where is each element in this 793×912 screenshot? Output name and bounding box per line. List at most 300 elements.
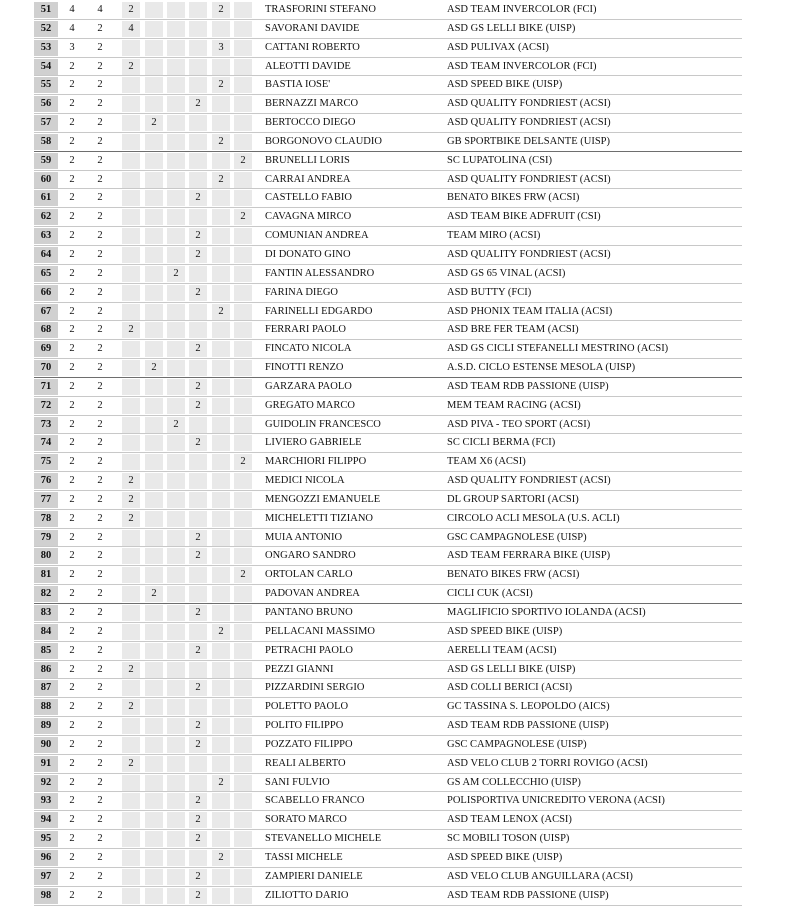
race-points-cell: [234, 96, 252, 112]
race-points-cell: [145, 756, 163, 772]
total-points: 2: [69, 531, 75, 543]
race-points-cell: [167, 869, 185, 885]
rider-name: ONGARO SANDRO: [265, 550, 356, 562]
race-points-cell: 3: [212, 40, 230, 56]
rider-name: BRUNELLI LORIS: [265, 154, 350, 166]
team-name: TEAM X6 (ACSI): [447, 456, 526, 468]
rank-position: 57: [34, 115, 58, 131]
team-name: POLISPORTIVA UNICREDITO VERONA (ACSI): [447, 795, 665, 807]
rider-name: FANTIN ALESSANDRO: [265, 267, 375, 279]
race-points-cell: [234, 228, 252, 244]
race-points-cell: 2: [167, 417, 185, 433]
table-row: [34, 717, 742, 736]
race-points-cell: 2: [122, 2, 140, 18]
race-points-cell: [167, 699, 185, 715]
race-points-cell: [122, 605, 140, 621]
race-points-cell: [122, 417, 140, 433]
race-points-cell: [145, 304, 163, 320]
race-points-cell: [189, 266, 207, 282]
race-points-cell: [212, 435, 230, 451]
rider-name: FINCATO NICOLA: [265, 343, 352, 355]
race-points-cell: [145, 473, 163, 489]
rider-name: FINOTTI RENZO: [265, 362, 344, 374]
race-points-cell: [145, 812, 163, 828]
team-name: GC TASSINA S. LEOPOLDO (AICS): [447, 701, 610, 713]
race-points-cell: [234, 888, 252, 904]
race-points-cell: 2: [167, 266, 185, 282]
race-points-cell: [145, 153, 163, 169]
rider-name: FERRARI PAOLO: [265, 324, 347, 336]
team-name: ASD BRE FER TEAM (ACSI): [447, 324, 579, 336]
total-points: 2: [69, 493, 75, 505]
race-points-cell: [145, 398, 163, 414]
table-row: [34, 661, 742, 680]
team-name: BENATO BIKES FRW (ACSI): [447, 569, 580, 581]
race-points-cell: [212, 398, 230, 414]
team-name: ASD GS 65 VINAL (ACSI): [447, 267, 566, 279]
table-row: [34, 397, 742, 416]
team-name: MAGLIFICIO SPORTIVO IOLANDA (ACSI): [447, 607, 646, 618]
total-points: 2: [69, 644, 75, 656]
race-points-cell: [212, 605, 230, 621]
race-points-cell: 2: [189, 530, 207, 546]
table-row: [34, 830, 742, 849]
races-count: 2: [97, 211, 103, 223]
rider-name: PADOVAN ANDREA: [265, 588, 360, 600]
rank-position: 52: [34, 21, 58, 37]
rider-name: ZAMPIERI DANIELE: [265, 870, 363, 882]
race-points-cell: [234, 775, 252, 791]
rank-position: 80: [34, 548, 58, 564]
race-points-cell: [189, 209, 207, 225]
race-points-cell: [234, 869, 252, 885]
team-name: A.S.D. CICLO ESTENSE MESOLA (UISP): [447, 362, 636, 374]
race-points-cell: [212, 417, 230, 433]
race-points-cell: [234, 322, 252, 338]
race-points-cell: [212, 247, 230, 263]
total-points: 2: [69, 814, 75, 826]
team-name: ASD COLLI BERICI (ACSI): [447, 682, 573, 694]
rank-position: 69: [34, 341, 58, 357]
race-points-cell: [122, 567, 140, 583]
rank-position: 54: [34, 59, 58, 75]
table-row: [34, 58, 742, 77]
race-points-cell: [212, 793, 230, 809]
rider-name: REALI ALBERTO: [265, 757, 346, 769]
total-points: 2: [69, 79, 75, 91]
total-points: 2: [69, 720, 75, 732]
table-row: [34, 265, 742, 284]
race-points-cell: [167, 341, 185, 357]
race-points-cell: [212, 285, 230, 301]
team-name: CIRCOLO ACLI MESOLA (U.S. ACLI): [447, 512, 620, 524]
race-points-cell: 2: [145, 115, 163, 131]
race-points-cell: [145, 831, 163, 847]
race-points-cell: [122, 737, 140, 753]
total-points: 2: [69, 625, 75, 637]
rider-name: CARRAI ANDREA: [265, 173, 351, 185]
race-points-cell: [145, 40, 163, 56]
race-points-cell: [122, 96, 140, 112]
race-points-cell: [145, 737, 163, 753]
rank-position: 51: [34, 2, 58, 18]
team-name: ASD QUALITY FONDRIEST (ACSI): [447, 475, 611, 487]
race-points-cell: [122, 586, 140, 602]
race-points-cell: [122, 624, 140, 640]
race-points-cell: [212, 341, 230, 357]
total-points: 2: [69, 682, 75, 694]
team-name: ASD QUALITY FONDRIEST (ACSI): [447, 248, 611, 260]
race-points-cell: 2: [189, 247, 207, 263]
race-points-cell: 2: [122, 492, 140, 508]
rider-name: BORGONOVO CLAUDIO: [265, 135, 382, 147]
team-name: BENATO BIKES FRW (ACSI): [447, 192, 580, 204]
race-points-cell: [122, 153, 140, 169]
race-points-cell: [122, 812, 140, 828]
race-points-cell: 2: [189, 435, 207, 451]
total-points: 2: [69, 418, 75, 430]
races-count: 2: [97, 192, 103, 204]
rider-name: MARCHIORI FILIPPO: [265, 456, 367, 468]
total-points: 2: [69, 362, 75, 374]
race-points-cell: [234, 398, 252, 414]
race-points-cell: [212, 567, 230, 583]
races-count: 4: [97, 4, 103, 15]
table-row: [34, 453, 742, 472]
race-points-cell: [234, 793, 252, 809]
team-name: ASD GS LELLI BIKE (UISP): [447, 663, 576, 675]
races-count: 2: [97, 248, 103, 260]
team-name: ASD TEAM BIKE ADFRUIT (CSI): [447, 211, 601, 223]
races-count: 2: [97, 362, 103, 374]
race-points-cell: [145, 775, 163, 791]
race-points-cell: [167, 190, 185, 206]
table-row: [34, 416, 742, 435]
race-points-cell: [189, 40, 207, 56]
race-points-cell: [234, 285, 252, 301]
table-row: [34, 623, 742, 642]
race-points-cell: [145, 417, 163, 433]
races-count: 2: [97, 720, 103, 732]
race-points-cell: [212, 737, 230, 753]
race-points-cell: [167, 888, 185, 904]
race-points-cell: 2: [189, 228, 207, 244]
races-count: 2: [97, 79, 103, 91]
race-points-cell: [145, 21, 163, 37]
race-points-cell: 2: [122, 756, 140, 772]
table-row: [34, 679, 742, 698]
race-points-cell: 2: [212, 172, 230, 188]
races-count: 2: [97, 550, 103, 562]
rider-name: TRASFORINI STEFANO: [265, 4, 376, 15]
total-points: 4: [69, 4, 75, 15]
race-points-cell: [189, 662, 207, 678]
rider-name: PELLACANI MASSIMO: [265, 625, 375, 637]
race-points-cell: 2: [122, 699, 140, 715]
rank-position: 71: [34, 379, 58, 395]
race-points-cell: [145, 247, 163, 263]
race-points-cell: [234, 548, 252, 564]
rider-name: PIZZARDINI SERGIO: [265, 682, 365, 694]
race-points-cell: [145, 59, 163, 75]
race-points-cell: [234, 680, 252, 696]
table-row: [34, 434, 742, 453]
race-points-cell: [234, 718, 252, 734]
races-count: 2: [97, 98, 103, 110]
race-points-cell: [122, 247, 140, 263]
total-points: 2: [69, 60, 75, 72]
race-points-cell: [145, 888, 163, 904]
race-points-cell: [167, 624, 185, 640]
rider-name: ORTOLAN CARLO: [265, 569, 353, 581]
race-points-cell: [167, 586, 185, 602]
table-row: [34, 755, 742, 774]
race-points-cell: 2: [122, 511, 140, 527]
table-row: [34, 774, 742, 793]
race-points-cell: [234, 40, 252, 56]
rank-position: 76: [34, 473, 58, 489]
rider-name: PETRACHI PAOLO: [265, 644, 353, 656]
race-points-cell: [212, 209, 230, 225]
table-row: [34, 887, 742, 906]
race-points-cell: [145, 869, 163, 885]
team-name: ASD PHONIX TEAM ITALIA (ACSI): [447, 305, 613, 317]
race-points-cell: [122, 304, 140, 320]
team-name: GB SPORTBIKE DELSANTE (UISP): [447, 135, 611, 147]
table-row: [34, 792, 742, 811]
races-count: 2: [97, 644, 103, 656]
rider-name: FARINELLI EDGARDO: [265, 305, 373, 317]
race-points-cell: [145, 624, 163, 640]
race-points-cell: [167, 756, 185, 772]
race-points-cell: [234, 530, 252, 546]
total-points: 2: [69, 343, 75, 355]
race-points-cell: [122, 228, 140, 244]
race-points-cell: [167, 812, 185, 828]
race-points-cell: [167, 662, 185, 678]
races-count: 2: [97, 757, 103, 769]
rider-name: ALEOTTI DAVIDE: [265, 60, 351, 72]
race-points-cell: [212, 115, 230, 131]
race-points-cell: [212, 812, 230, 828]
races-count: 2: [97, 343, 103, 355]
total-points: 2: [69, 248, 75, 260]
race-points-cell: [234, 379, 252, 395]
team-name: ASD QUALITY FONDRIEST (ACSI): [447, 173, 611, 185]
race-points-cell: [234, 59, 252, 75]
total-points: 2: [69, 173, 75, 185]
races-count: 2: [97, 399, 103, 411]
total-points: 2: [69, 475, 75, 487]
table-row: [34, 171, 742, 190]
race-points-cell: [122, 209, 140, 225]
rank-position: 62: [34, 209, 58, 225]
total-points: 2: [69, 154, 75, 166]
race-points-cell: [234, 134, 252, 150]
race-points-cell: [212, 360, 230, 376]
race-points-cell: 2: [212, 304, 230, 320]
race-points-cell: [234, 304, 252, 320]
total-points: 2: [69, 286, 75, 298]
race-points-cell: [189, 304, 207, 320]
race-points-cell: 2: [212, 2, 230, 18]
team-name: SC LUPATOLINA (CSI): [447, 154, 553, 166]
rank-position: 74: [34, 435, 58, 451]
total-points: 2: [69, 211, 75, 223]
race-points-cell: [145, 77, 163, 93]
rider-name: MICHELETTI TIZIANO: [265, 512, 373, 524]
race-points-cell: [145, 699, 163, 715]
race-points-cell: [122, 172, 140, 188]
race-points-cell: [212, 59, 230, 75]
rank-position: 88: [34, 699, 58, 715]
race-points-cell: [234, 2, 252, 18]
rider-name: CATTANI ROBERTO: [265, 41, 360, 53]
total-points: 2: [69, 833, 75, 845]
races-count: 2: [97, 663, 103, 675]
total-points: 2: [69, 588, 75, 600]
rider-name: DI DONATO GINO: [265, 248, 351, 260]
table-row: [34, 472, 742, 491]
race-points-cell: [212, 511, 230, 527]
race-points-cell: [145, 341, 163, 357]
race-points-cell: 2: [234, 153, 252, 169]
total-points: 2: [69, 324, 75, 336]
race-points-cell: [145, 379, 163, 395]
rider-name: LIVIERO GABRIELE: [265, 437, 362, 449]
race-points-cell: [167, 831, 185, 847]
team-name: ASD BUTTY (FCI): [447, 286, 532, 298]
race-points-cell: 2: [234, 454, 252, 470]
race-points-cell: [167, 322, 185, 338]
race-points-cell: [212, 454, 230, 470]
rank-position: 75: [34, 454, 58, 470]
race-points-cell: [122, 548, 140, 564]
total-points: 2: [69, 267, 75, 279]
race-points-cell: [145, 680, 163, 696]
race-points-cell: [234, 605, 252, 621]
table-row: [34, 39, 742, 58]
race-points-cell: [212, 153, 230, 169]
race-points-cell: [167, 21, 185, 37]
rank-position: 82: [34, 586, 58, 602]
race-points-cell: [212, 530, 230, 546]
table-row: [34, 642, 742, 661]
team-name: ASD PIVA - TEO SPORT (ACSI): [447, 418, 591, 430]
race-points-cell: [122, 360, 140, 376]
total-points: 2: [69, 380, 75, 392]
race-points-cell: [189, 360, 207, 376]
races-count: 2: [97, 851, 103, 863]
total-points: 2: [69, 98, 75, 110]
total-points: 2: [69, 738, 75, 750]
race-points-cell: [167, 548, 185, 564]
race-points-cell: [212, 718, 230, 734]
total-points: 2: [69, 607, 75, 618]
total-points: 2: [69, 776, 75, 788]
race-points-cell: [167, 360, 185, 376]
race-points-cell: [122, 40, 140, 56]
race-points-cell: [212, 888, 230, 904]
race-points-cell: [212, 492, 230, 508]
race-points-cell: 2: [189, 341, 207, 357]
race-points-cell: [167, 153, 185, 169]
races-count: 2: [97, 22, 103, 34]
team-name: ASD QUALITY FONDRIEST (ACSI): [447, 98, 611, 110]
race-points-cell: [189, 775, 207, 791]
total-points: 2: [69, 399, 75, 411]
race-points-cell: [122, 77, 140, 93]
total-points: 2: [69, 795, 75, 807]
rider-name: BERNAZZI MARCO: [265, 98, 359, 110]
race-points-cell: [167, 473, 185, 489]
rank-position: 94: [34, 812, 58, 828]
team-name: ASD GS LELLI BIKE (UISP): [447, 22, 576, 34]
race-points-cell: [122, 888, 140, 904]
rank-position: 65: [34, 266, 58, 282]
races-count: 2: [97, 173, 103, 185]
races-count: 2: [97, 437, 103, 449]
races-count: 2: [97, 512, 103, 524]
table-row: [34, 849, 742, 868]
rank-position: 67: [34, 304, 58, 320]
total-points: 2: [69, 870, 75, 882]
race-points-cell: [189, 172, 207, 188]
race-points-cell: [212, 266, 230, 282]
race-points-cell: [234, 586, 252, 602]
race-points-cell: [122, 341, 140, 357]
race-points-cell: [167, 492, 185, 508]
race-points-cell: [145, 172, 163, 188]
table-row: [34, 811, 742, 830]
total-points: 2: [69, 135, 75, 147]
race-points-cell: [189, 850, 207, 866]
race-points-cell: 2: [189, 379, 207, 395]
race-points-cell: [234, 77, 252, 93]
race-points-cell: [167, 96, 185, 112]
race-points-cell: [234, 190, 252, 206]
rank-position: 85: [34, 643, 58, 659]
race-points-cell: [212, 548, 230, 564]
race-points-cell: 2: [122, 473, 140, 489]
race-points-cell: [122, 398, 140, 414]
rank-position: 86: [34, 662, 58, 678]
race-points-cell: [122, 775, 140, 791]
rank-position: 56: [34, 96, 58, 112]
race-points-cell: [145, 530, 163, 546]
race-points-cell: [234, 341, 252, 357]
table-row: [34, 491, 742, 510]
rider-name: POLETTO PAOLO: [265, 701, 349, 713]
race-points-cell: [145, 134, 163, 150]
total-points: 2: [69, 550, 75, 562]
race-points-cell: [167, 454, 185, 470]
table-row: [34, 585, 742, 604]
race-points-cell: [234, 21, 252, 37]
total-points: 2: [69, 889, 75, 901]
races-count: 2: [97, 324, 103, 336]
table-row: [34, 547, 742, 566]
race-points-cell: [234, 699, 252, 715]
race-points-cell: [212, 643, 230, 659]
race-points-cell: [145, 793, 163, 809]
team-name: ASD TEAM INVERCOLOR (FCI): [447, 60, 597, 72]
race-points-cell: [167, 793, 185, 809]
race-points-cell: [122, 134, 140, 150]
race-points-cell: [234, 266, 252, 282]
race-points-cell: [189, 77, 207, 93]
race-points-cell: [234, 831, 252, 847]
